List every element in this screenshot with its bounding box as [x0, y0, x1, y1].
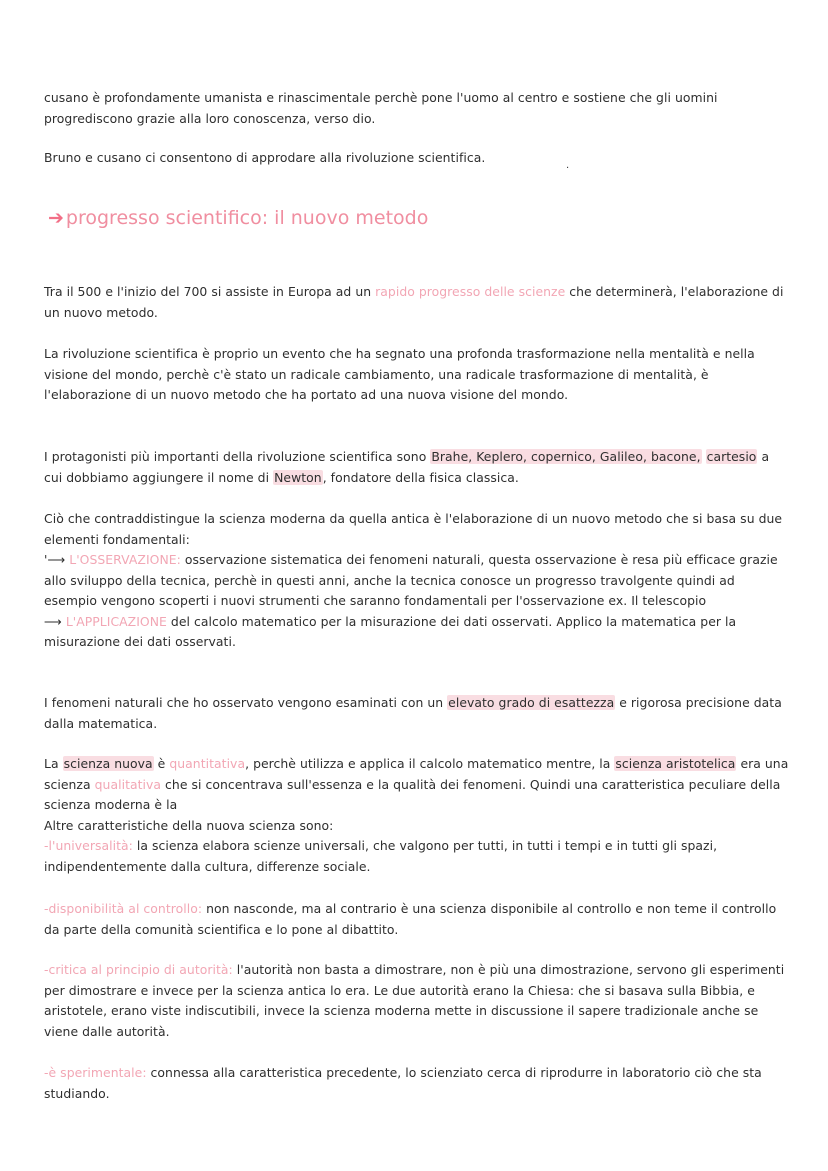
label-control: -disponibilità al controllo:	[44, 901, 203, 916]
paragraph-experimental: -è sperimentale: connessa alla caratteristica precedente, lo scienziato cerca di riprodurre in laboratorio ciò che sta studiando.	[44, 1065, 762, 1101]
paragraph-progress: Tra il 500 e l'inizio del 700 si assiste in Europa ad un rapido progresso delle scienze che determinerà, l'elaborazione di un nuovo metodo.	[44, 284, 784, 320]
paragraph-control: -disponibilità al controllo: non nasconde, ma al contrario è una scienza disponibile al controllo e non teme il controllo da parte della comunità scientifica e lo pone al dibattito.	[44, 901, 777, 937]
arrow-right-icon: ➔	[48, 207, 64, 229]
stray-mark: .	[566, 160, 570, 171]
label-observation: L'OSSERVAZIONE:	[69, 552, 181, 567]
paragraph-authority: -critica al principio di autorità: l'autorità non basta a dimostrare, non è più una dimostrazione, servono gli esperimenti per dimostrare e invece per la scienza antica lo era. Le due autorità erano la Chiesa: che si basava sulla Bibbia, e aristotele, erano viste indiscutibili, invece la scienza moderna mette in discussione il sapere tradizionale anche se viene dalle autorità.	[44, 962, 785, 1039]
highlight-aristotelian-science: scienza aristotelica	[615, 756, 736, 771]
label-universality: -l'universalità:	[44, 838, 133, 853]
highlight-rapid-progress: rapido progresso delle scienze	[375, 284, 566, 299]
arrow-icon: '⟶	[44, 552, 70, 567]
intro-paragraph-bruno: Bruno e cusano ci consentono di approdare alla rivoluzione scientifica.	[44, 150, 486, 165]
highlight-newton: Newton	[274, 469, 322, 485]
label-quantitative: quantitativa	[169, 756, 246, 771]
highlight-scientists: Brahe, Keplero, copernico, Galileo, bacone,	[431, 449, 701, 464]
label-authority: -critica al principio di autorità:	[44, 962, 233, 977]
label-experimental: -è sperimentale:	[44, 1065, 147, 1080]
label-qualitative: qualitativa	[94, 776, 162, 792]
paragraph-phenomena: I fenomeni naturali che ho osservato vengono esaminati con un elevato grado di esattezza e rigorosa precisione data dalla matematica.	[44, 695, 782, 731]
section-heading	[48, 207, 428, 229]
highlight-new-science: scienza nuova	[63, 756, 153, 771]
paragraph-revolution: La rivoluzione scientifica è proprio un evento che ha segnato una profonda trasformazione nella mentalità e nella visione del mondo, perchè c'è stato un radicale cambiamento, una radicale trasformazione di mentalità, è l'elaborazione di un nuovo metodo che ha portato ad una nuova visione del mondo.	[44, 346, 755, 402]
intro-paragraph-cusano: cusano è profondamente umanista e rinascimentale perchè pone l'uomo al centro e sostiene che gli uomini progrediscono grazie alla loro conoscenza, verso dio.	[44, 90, 718, 126]
highlight-exactness: elevato grado di esattezza	[448, 695, 615, 710]
paragraph-protagonists: I protagonisti più importanti della rivoluzione scientifica sono Brahe, Keplero, copernico, Galileo, bacone, cartesio a cui dobbiamo aggiungere il nome di Newton, fondatore della fisica classica.	[44, 449, 770, 485]
label-application: L'APPLICAZIONE	[65, 613, 167, 629]
paragraph-new-science: La scienza nuova è quantitativa, perchè utilizza e applica il calcolo matematico mentre, la scienza aristotelica era una scienza qualitativa che si concentrava sull'essenza e la qualità dei fenomeni. Quindi una caratteristica peculiare della scienza moderna è la Altre caratteristiche della nuova scienza sono: -l'universalità: la scienza elabora scienze universali, che valgono per tutti, in tutti i tempi e in tutti gli spazi, indipendentemente dalla cultura, differenze sociale.	[44, 756, 789, 874]
paragraph-method: Ciò che contraddistingue la scienza moderna da quella antica è l'elaborazione di un nuovo metodo che si basa su due elementi fondamentali: '⟶ L'OSSERVAZIONE: osservazione sistematica dei fenomeni naturali, questa osservazione è resa più efficace grazie allo sviluppo della tecnica, perchè in questi anni, anche la tecnica conosce un progresso travolgente quindi ad esempio vengono scoperti i nuovi strumenti che saranno fondamentali per l'osservazione ex. Il telescopio ⟶ L'APPLICAZIONE del calcolo matematico per la misurazione dei dati osservati. Applico la matematica per la misurazione dei dati osservati.	[44, 511, 783, 649]
highlight-cartesio: cartesio	[706, 449, 757, 464]
arrow-icon: ⟶	[44, 613, 66, 629]
section-title: progresso scientifico: il nuovo metodo	[65, 207, 429, 229]
